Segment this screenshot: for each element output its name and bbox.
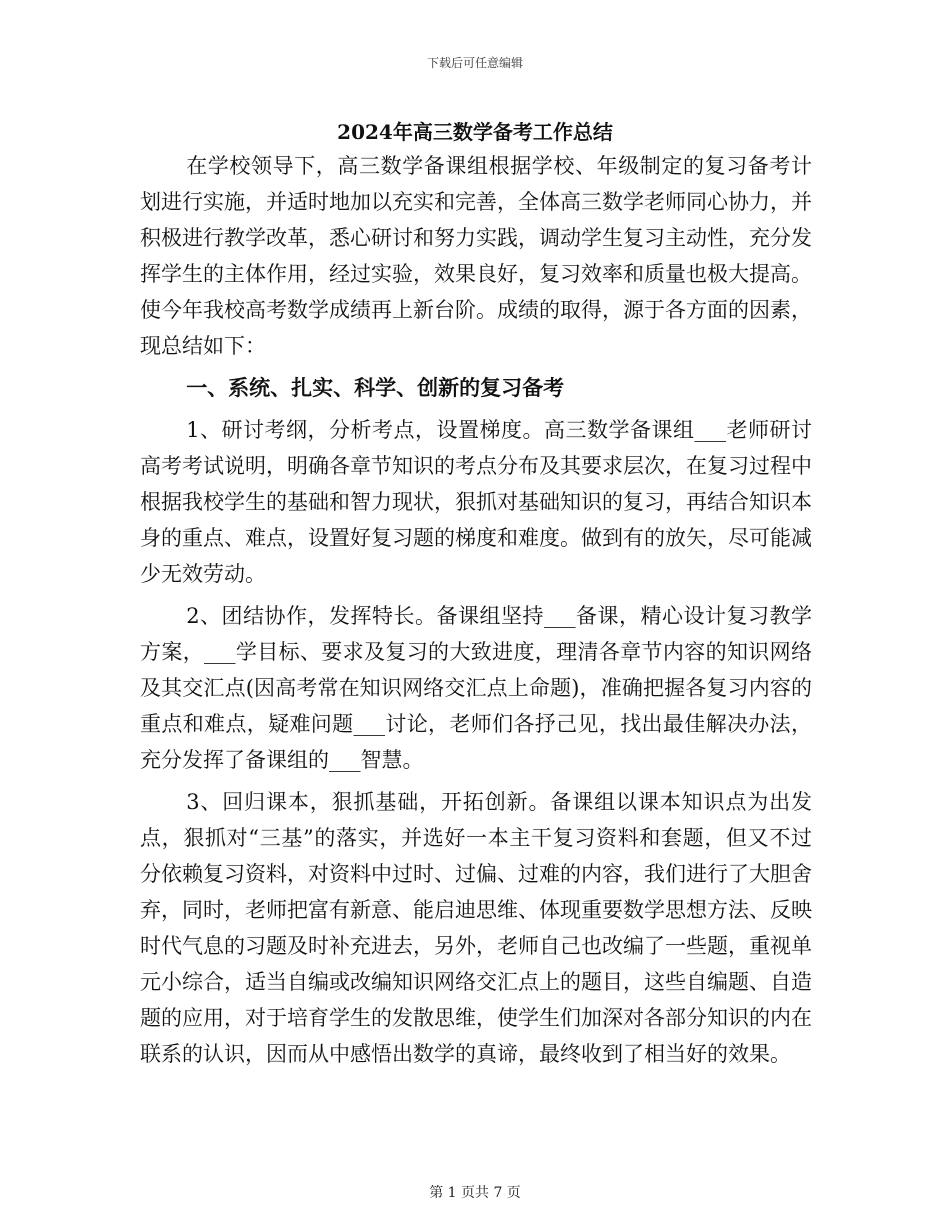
header-note: 下载后可任意编辑	[426, 56, 523, 70]
document-title: 2024年高三数学备考工作总结	[337, 120, 613, 144]
paragraph-3: 3、回归课本，狠抓基础，开拓创新。备课组以课本知识点为出发点，狠抓对“三基”的落实，并选好一本主干复习资料和套题，但又不过分依赖复习资料，对资料中过时、过偏、过难的内容，我们进行了大胆舍弃，同时，老师把富有新意、能启迪思维、体现重要数学思想方法、反映时代气息的习题及时补充进去，另外，老师自己也改编了一些题，重视单元小综合，适当自编或改编知识网络交汇点上的题目，这些自编题、自造题的应用，对于培育学生的发散思维，使学生们加深对各部分知识的内在联系的认识，因而从中感悟出数学的真谛，最终收到了相当好的效果。	[140, 790, 812, 1066]
intro-paragraph: 在学校领导下，高三数学备课组根据学校、年级制定的复习备考计划进行实施，并适时地加以充实和完善，全体高三数学老师同心协力，并积极进行教学改革，悉心研讨和努力实践，调动学生复习主动性，充分发挥学生的主体作用，经过实验，效果良好，复习效率和质量也极大提高。使今年我校高考数学成绩再上新台阶。成绩的取得，源于各方面的因素，现总结如下：	[140, 154, 812, 358]
page-number-footer: 第 1 页共 7 页	[429, 1185, 521, 1201]
section-heading-1: 一、系统、扎实、科学、创新的复习备考	[186, 375, 565, 400]
paragraph-1: 1、研讨考纲，分析考点，设置梯度。高三数学备课组___老师研讨高考考试说明，明确各章节知识的考点分布及其要求层次，在复习过程中根据我校学生的基础和智力现状，狠抓对基础知识的复习，再结合知识本身的重点、难点，设置好复习题的梯度和难度。做到有的放矢，尽可能减少无效劳动。	[140, 418, 812, 586]
document-body	[140, 148, 812, 1078]
paragraph-2: 2、团结协作，发挥特长。备课组坚持___备课，精心设计复习教学方案，___学目标、要求及复习的大致进度，理清各章节内容的知识网络及其交汇点(因高考常在知识网络交汇点上命题)，准确把握各复习内容的重点和难点，疑难问题___讨论，老师们各抒己见，找出最佳解决办法，充分发挥了备课组的___智慧。	[140, 604, 812, 772]
